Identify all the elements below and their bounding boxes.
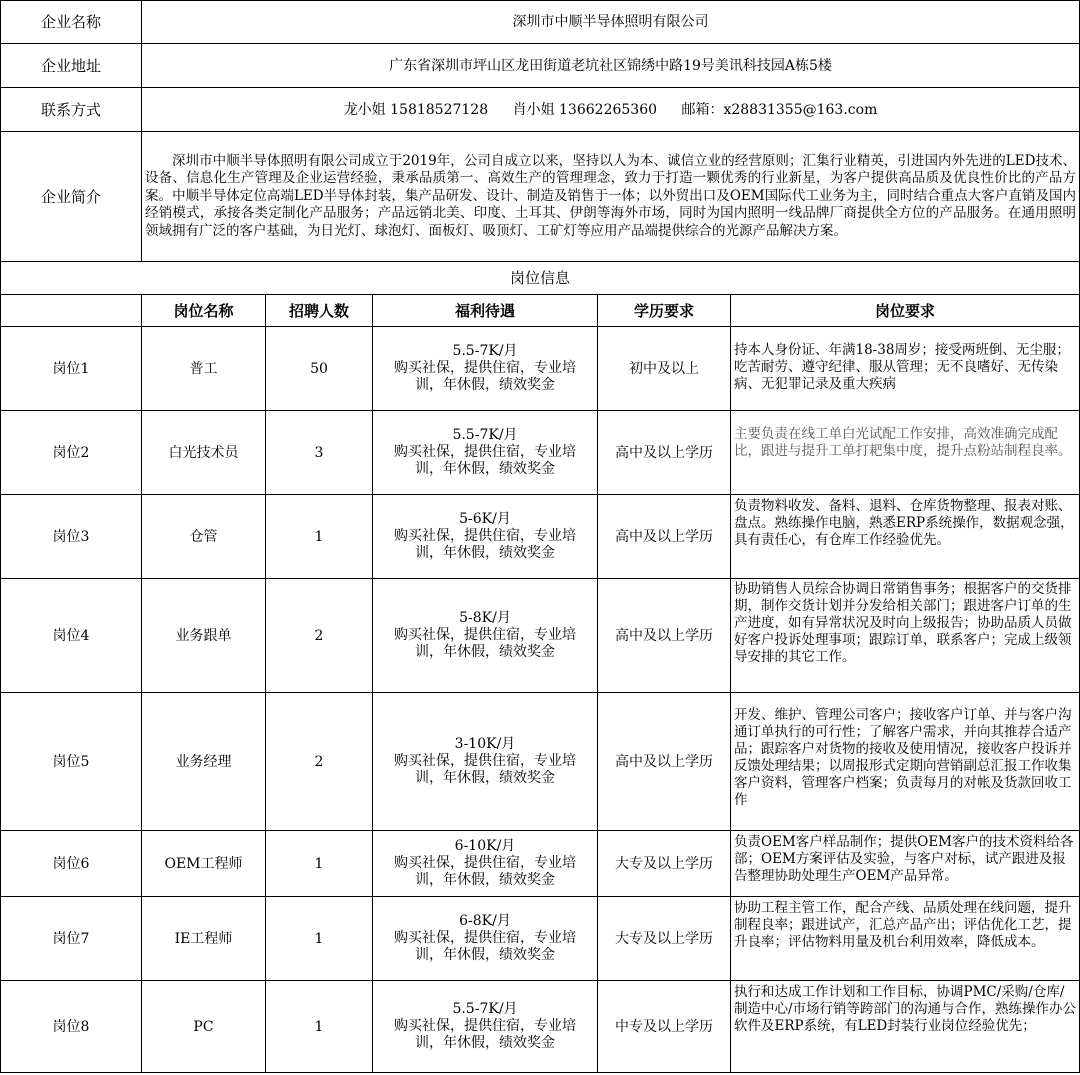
job-id: 岗位7 bbox=[1, 897, 142, 981]
company-intro-row bbox=[1, 132, 1080, 262]
job-benefit-text: 购买社保，提供住宿，专业培训，年休假，绩效奖金 bbox=[394, 930, 576, 963]
job-benefits bbox=[373, 327, 598, 411]
job-requirements: 负责OEM客户样品制作；提供OEM客户的技术资料给各部；OEM方案评估及实验，与客户对标，试产跟进及报告整理协助处理生产OEM产品异常。 bbox=[731, 831, 1080, 897]
job-benefit-text: 购买社保，提供住宿，专业培训，年休假，绩效奖金 bbox=[394, 528, 576, 561]
job-salary: 5.5-7K/月 bbox=[452, 1001, 518, 1017]
job-id: 岗位6 bbox=[1, 831, 142, 897]
job-benefits bbox=[373, 981, 598, 1073]
job-education: 中专及以上学历 bbox=[598, 981, 731, 1073]
header-requirements: 岗位要求 bbox=[731, 295, 1080, 327]
job-name: 业务经理 bbox=[142, 693, 266, 831]
job-education: 大专及以上学历 bbox=[598, 831, 731, 897]
job-benefit-text: 购买社保，提供住宿，专业培训，年休假，绩效奖金 bbox=[394, 753, 576, 786]
job-requirements: 协助工程主管工作，配合产线、品质处理在线问题，提升制程良率；跟进试产，汇总产品产出；评估优化工艺，提升良率；评估物料用量及机台利用效率，降低成本。 bbox=[731, 897, 1080, 981]
job-requirements: 主要负责在线工单白光试配工作安排，高效准确完成配比，跟进与提升工单打耙集中度，提升点粉站制程良率。 bbox=[731, 411, 1080, 495]
job-benefit-text: 购买社保，提供住宿，专业培训，年休假，绩效奖金 bbox=[394, 360, 576, 393]
job-headcount: 1 bbox=[266, 831, 373, 897]
jobs-section-row bbox=[1, 262, 1080, 295]
job-benefit-text: 购买社保，提供住宿，专业培训，年休假，绩效奖金 bbox=[394, 855, 576, 888]
job-education: 高中及以上学历 bbox=[598, 579, 731, 693]
job-salary: 5-8K/月 bbox=[459, 610, 511, 626]
job-education: 大专及以上学历 bbox=[598, 897, 731, 981]
job-row bbox=[1, 693, 1080, 831]
company-name: 深圳市中顺半导体照明有限公司 bbox=[142, 1, 1080, 44]
job-headcount: 50 bbox=[266, 327, 373, 411]
job-row bbox=[1, 327, 1080, 411]
job-benefits bbox=[373, 579, 598, 693]
job-education: 初中及以上 bbox=[598, 327, 731, 411]
job-benefit-text: 购买社保，提供住宿，专业培训，年休假，绩效奖金 bbox=[394, 627, 576, 660]
job-row bbox=[1, 981, 1080, 1073]
header-blank bbox=[1, 295, 142, 327]
jobs-header-row bbox=[1, 295, 1080, 327]
job-id: 岗位8 bbox=[1, 981, 142, 1073]
job-education: 高中及以上学历 bbox=[598, 495, 731, 579]
contact-person-2: 肖小姐 13662265360 bbox=[512, 101, 658, 118]
job-requirements: 开发、维护、管理公司客户；接收客户订单、并与客户沟通订单执行的可行性；了解客户需求，并向其推荐合适产品；跟踪客户对货物的接收及使用情况，接收客户投诉并反馈处理结果；以周报形式定期向营销副总汇报工作收集客户资料，管理客户档案；负责每月的对帐及货款回收工作 bbox=[731, 693, 1080, 831]
company-contact-label: 联系方式 bbox=[1, 88, 142, 132]
company-address-row bbox=[1, 44, 1080, 88]
job-benefits bbox=[373, 495, 598, 579]
job-education: 高中及以上学历 bbox=[598, 411, 731, 495]
job-name: 业务跟单 bbox=[142, 579, 266, 693]
job-salary: 5.5-7K/月 bbox=[452, 343, 518, 359]
job-id: 岗位3 bbox=[1, 495, 142, 579]
header-headcount: 招聘人数 bbox=[266, 295, 373, 327]
job-row bbox=[1, 411, 1080, 495]
job-name: IE工程师 bbox=[142, 897, 266, 981]
header-job-name: 岗位名称 bbox=[142, 295, 266, 327]
job-name: PC bbox=[142, 981, 266, 1073]
job-headcount: 2 bbox=[266, 579, 373, 693]
job-headcount: 1 bbox=[266, 981, 373, 1073]
job-salary: 5.5-7K/月 bbox=[452, 427, 518, 443]
job-headcount: 2 bbox=[266, 693, 373, 831]
job-row bbox=[1, 495, 1080, 579]
job-id: 岗位4 bbox=[1, 579, 142, 693]
job-id: 岗位5 bbox=[1, 693, 142, 831]
job-salary: 5-6K/月 bbox=[459, 511, 511, 527]
jobs-section-title: 岗位信息 bbox=[1, 262, 1080, 295]
company-contact bbox=[142, 88, 1080, 132]
job-benefits bbox=[373, 411, 598, 495]
company-name-label: 企业名称 bbox=[1, 1, 142, 44]
job-requirements: 协助销售人员综合协调日常销售事务；根据客户的交货排期，制作交货计划并分发给相关部门；跟进客户订单的生产进度，如有异常状况及时向上级报告；协助品质人员做好客户投诉处理事项；跟踪订单，联系客户；完成上级领导安排的其它工作。 bbox=[731, 579, 1080, 693]
company-contact-row bbox=[1, 88, 1080, 132]
header-education: 学历要求 bbox=[598, 295, 731, 327]
company-intro-label: 企业简介 bbox=[1, 132, 142, 262]
job-name: 白光技术员 bbox=[142, 411, 266, 495]
job-salary: 6-10K/月 bbox=[454, 838, 516, 854]
company-name-row bbox=[1, 1, 1080, 44]
job-name: OEM工程师 bbox=[142, 831, 266, 897]
job-name: 普工 bbox=[142, 327, 266, 411]
job-headcount: 3 bbox=[266, 411, 373, 495]
job-benefits bbox=[373, 693, 598, 831]
company-address: 广东省深圳市坪山区龙田街道老坑社区锦绣中路19号美讯科技园A栋5楼 bbox=[142, 44, 1080, 88]
job-row bbox=[1, 579, 1080, 693]
header-benefits: 福利待遇 bbox=[373, 295, 598, 327]
job-benefits bbox=[373, 831, 598, 897]
company-address-label: 企业地址 bbox=[1, 44, 142, 88]
job-headcount: 1 bbox=[266, 495, 373, 579]
job-salary: 3-10K/月 bbox=[454, 736, 516, 752]
job-row bbox=[1, 897, 1080, 981]
company-intro: 深圳市中顺半导体照明有限公司成立于2019年，公司自成立以来，坚持以人为本、诚信立业的经营原则；汇集行业精英，引进国内外先进的LED技术、设备、信息化生产管理及企业运营经验，秉承品质第一、高效生产的管理理念，致力于打造一颗优秀的行业新星，为客户提供高品质及优良性价比的产品方案。中顺半导体定位高端LED半导体封装，集产品研发、设计、制造及销售于一体；以外贸出口及OEM国际代工业务为主，同时结合重点大客户直销及国内经销模式，承接各类定制化产品服务；产品远销北美、印度、土耳其、伊朗等海外市场，同时为国内照明一线品牌厂商提供全方位的产品服务。在通用照明领域拥有广泛的客户基础，为日光灯、球泡灯、面板灯、吸顶灯、工矿灯等应用产品端提供综合的光源产品解决方案。 bbox=[142, 132, 1080, 262]
job-row bbox=[1, 831, 1080, 897]
job-headcount: 1 bbox=[266, 897, 373, 981]
job-benefits bbox=[373, 897, 598, 981]
job-id: 岗位2 bbox=[1, 411, 142, 495]
job-benefit-text: 购买社保，提供住宿，专业培训，年休假，绩效奖金 bbox=[394, 1018, 576, 1051]
job-education: 高中及以上学历 bbox=[598, 693, 731, 831]
job-requirements: 执行和达成工作计划和工作目标，协调PMC/采购/仓库/制造中心/市场行销等跨部门的沟通与合作，熟练操作办公软件及ERP系统，有LED封装行业岗位经验优先； bbox=[731, 981, 1080, 1073]
contact-person-1: 龙小姐 15818527128 bbox=[343, 101, 489, 118]
contact-email: 邮箱：x28831355@163.com bbox=[681, 101, 878, 118]
job-requirements: 负责物料收发、备料、退料、仓库货物整理、报表对账、盘点。熟练操作电脑，熟悉ERP系统操作，数据观念强，具有责任心，有仓库工作经验优先。 bbox=[731, 495, 1080, 579]
job-salary: 6-8K/月 bbox=[459, 913, 511, 929]
job-benefit-text: 购买社保，提供住宿，专业培训，年休假，绩效奖金 bbox=[394, 444, 576, 477]
job-requirements: 持本人身份证、年满18-38周岁；接受两班倒、无尘服；吃苦耐劳、遵守纪律、服从管理；无不良嗜好、无传染病、无犯罪记录及重大疾病 bbox=[731, 327, 1080, 411]
job-id: 岗位1 bbox=[1, 327, 142, 411]
job-name: 仓管 bbox=[142, 495, 266, 579]
